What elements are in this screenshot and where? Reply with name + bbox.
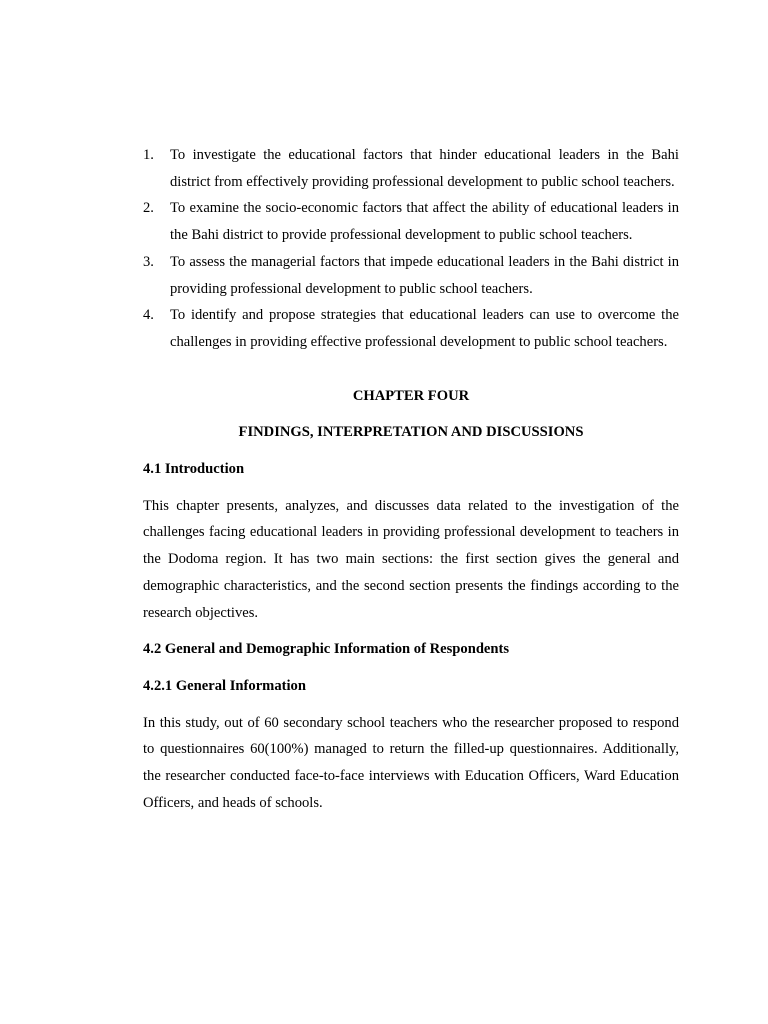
objective-text: To identify and propose strategies that educational leaders can use to overcome the challenges in providing effective professional development to public school teachers.	[170, 307, 679, 350]
general-info-heading: 4.2.1 General Information	[143, 677, 306, 694]
general-info-paragraph: In this study, out of 60 secondary school teachers who the researcher proposed to respond to questionnaires 60(100%) managed to return the filled-up questionnaires. Additionally, the researcher conducted face-to-face interviews with Education Officers, Ward Education Officers, and heads of schools.	[143, 714, 679, 811]
objective-number: 2.	[143, 200, 154, 217]
objective-text: To examine the socio-economic factors that affect the ability of educational leaders in the Bahi district to provide professional development to public school teachers.	[170, 200, 679, 244]
objective-number: 1.	[143, 147, 154, 163]
objective-item	[143, 195, 679, 248]
introduction-paragraph: This chapter presents, analyzes, and discusses data related to the investigation of the challenges facing educational leaders in providing professional development to teachers in the Dodoma region. It has two main sections: the first section gives the general and demographic characteristics, and the second section presents the findings according to the research objectives.	[143, 497, 679, 621]
objective-text: To investigate the educational factors that hinder educational leaders in the Bahi district from effectively providing professional development to public school teachers.	[170, 147, 679, 190]
document-page	[143, 142, 679, 816]
objective-item	[143, 142, 679, 195]
chapter-title: CHAPTER FOUR	[352, 387, 470, 404]
objective-number: 4.	[143, 307, 154, 324]
research-objectives-list	[143, 142, 679, 356]
objective-item	[143, 302, 679, 355]
introduction-heading: 4.1 Introduction	[143, 461, 245, 478]
objective-item	[143, 249, 679, 302]
objective-text: To assess the managerial factors that impede educational leaders in the Bahi district in providing professional development to public school teachers.	[170, 253, 679, 297]
chapter-subtitle: FINDINGS, INTERPRETATION AND DISCUSSIONS	[238, 424, 584, 441]
objective-number: 3.	[143, 253, 154, 270]
demographic-heading: 4.2 General and Demographic Information of Respondents	[143, 641, 510, 658]
